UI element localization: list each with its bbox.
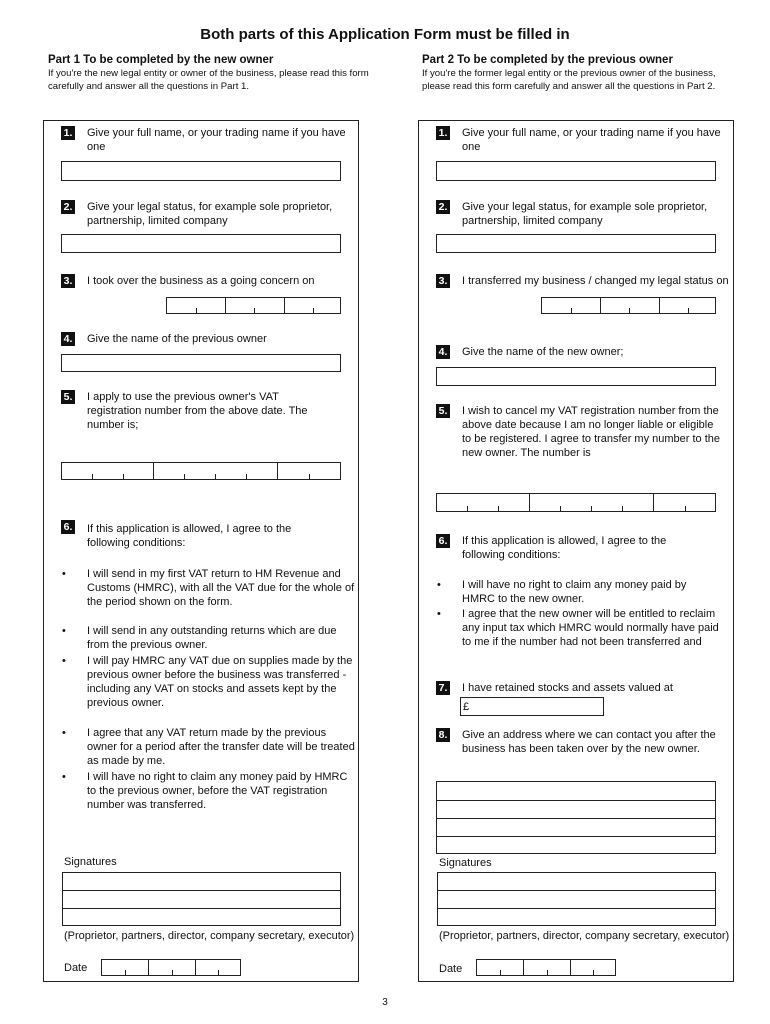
q6-number: 6. <box>61 520 75 534</box>
part2-header <box>422 53 734 93</box>
full-name-input[interactable] <box>61 161 341 181</box>
q7-label: I have retained stocks and assets valued at <box>462 682 673 694</box>
signature-date-input[interactable] <box>476 959 616 976</box>
part2-panel <box>418 120 734 982</box>
condition-item: • I agree that the new owner will be entitled to reclaim any input tax which HMRC would normally have paid to me if the number had not been transferred and <box>462 607 724 649</box>
q2-label: Give your legal status, for example sole proprietor, partnership, limited company <box>462 201 708 227</box>
part2-intro: If you're the former legal entity or the previous owner of the business, please read this form carefully and answer all the questions in Part 2. <box>422 68 716 92</box>
q6-number: 6. <box>436 534 450 548</box>
part1-heading: Part 1 To be completed by the new owner <box>48 54 274 66</box>
takeover-date-input[interactable] <box>166 297 341 314</box>
q5-number: 5. <box>61 390 75 404</box>
currency-symbol: £ <box>463 701 470 713</box>
page-number: 3 <box>382 997 388 1008</box>
q4-label: Give the name of the previous owner <box>87 333 267 345</box>
date-label: Date <box>439 963 463 975</box>
q3-number: 3. <box>436 274 450 288</box>
signatories-note: (Proprietor, partners, director, company secretary, executor) <box>439 930 730 942</box>
transfer-date-input[interactable] <box>541 297 716 314</box>
q1-number: 1. <box>61 126 75 140</box>
part2-heading: Part 2 To be completed by the previous owner <box>422 54 673 66</box>
q8-number: 8. <box>436 728 450 742</box>
q1-label: Give your full name, or your trading name if you have one <box>462 127 721 153</box>
q2-label: Give your legal status, for example sole proprietor, partnership, limited company <box>87 201 333 227</box>
q2-number: 2. <box>436 200 450 214</box>
signatures-label: Signatures <box>64 856 117 868</box>
q1-number: 1. <box>436 126 450 140</box>
part1-header <box>48 53 378 93</box>
condition-item: • I will send in my first VAT return to HM Revenue and Customs (HMRC), with all the VAT due for the whole of the period shown on the form. <box>87 567 357 609</box>
legal-status-input[interactable] <box>436 234 716 253</box>
vat-number-input[interactable] <box>61 462 341 480</box>
q6-label: If this application is allowed, I agree to the following conditions: <box>462 535 667 561</box>
q2-number: 2. <box>61 200 75 214</box>
signatures-label: Signatures <box>439 857 492 869</box>
q1-label: Give your full name, or your trading name if you have one <box>87 127 346 153</box>
condition-item: • I will have no right to claim any money paid by HMRC to the new owner. <box>462 578 717 606</box>
signatures-box[interactable] <box>62 872 341 926</box>
legal-status-input[interactable] <box>61 234 341 253</box>
q3-label: I transferred my business / changed my legal status on <box>462 275 729 287</box>
condition-item: • I will send in any outstanding returns which are due from the previous owner. <box>87 624 357 652</box>
signatures-box[interactable] <box>437 872 716 926</box>
part1-panel <box>43 120 359 982</box>
part1-intro: If you're the new legal entity or owner of the business, please read this form carefully and answer all the questions in Part 1. <box>48 68 369 92</box>
q6-label: If this application is allowed, I agree to the following conditions: <box>87 523 292 549</box>
page-title: Both parts of this Application Form must be filled in <box>200 26 570 43</box>
q8-label: Give an address where we can contact you after the business has been taken over by the new owner. <box>462 729 716 755</box>
date-label: Date <box>64 962 88 974</box>
condition-item: • I will pay HMRC any VAT due on supplies made by the previous owner before the business was transferred - including any VAT on stocks and assets kept by the previous owner. <box>87 654 357 710</box>
signatories-note: (Proprietor, partners, director, company secretary, executor) <box>64 930 355 942</box>
q4-label: Give the name of the new owner; <box>462 346 624 358</box>
q4-number: 4. <box>436 345 450 359</box>
q3-label: I took over the business as a going concern on <box>87 275 315 287</box>
q4-number: 4. <box>61 332 75 346</box>
q3-number: 3. <box>61 274 75 288</box>
stock-value-input[interactable] <box>460 697 604 716</box>
q7-number: 7. <box>436 681 450 695</box>
new-owner-input[interactable] <box>436 367 716 386</box>
full-name-input[interactable] <box>436 161 716 181</box>
vat-number-input[interactable] <box>436 493 716 512</box>
previous-owner-input[interactable] <box>61 354 341 372</box>
q5-number: 5. <box>436 404 450 418</box>
condition-item: • I agree that any VAT return made by the previous owner for a period after the transfer date will be treated as made by me. <box>87 726 357 768</box>
signature-date-input[interactable] <box>101 959 241 976</box>
contact-address-input[interactable] <box>436 781 716 854</box>
condition-item: • I will have no right to claim any money paid by HMRC to the previous owner, before the VAT registration number was transferred. <box>87 770 357 812</box>
q5-label: I apply to use the previous owner's VAT registration number from the above date. The number is; <box>87 391 308 431</box>
q5-label: I wish to cancel my VAT registration number from the above date because I am no longer liable or eligible to be registered. I agree to transfer my number to the new owner. The number is <box>462 405 721 459</box>
